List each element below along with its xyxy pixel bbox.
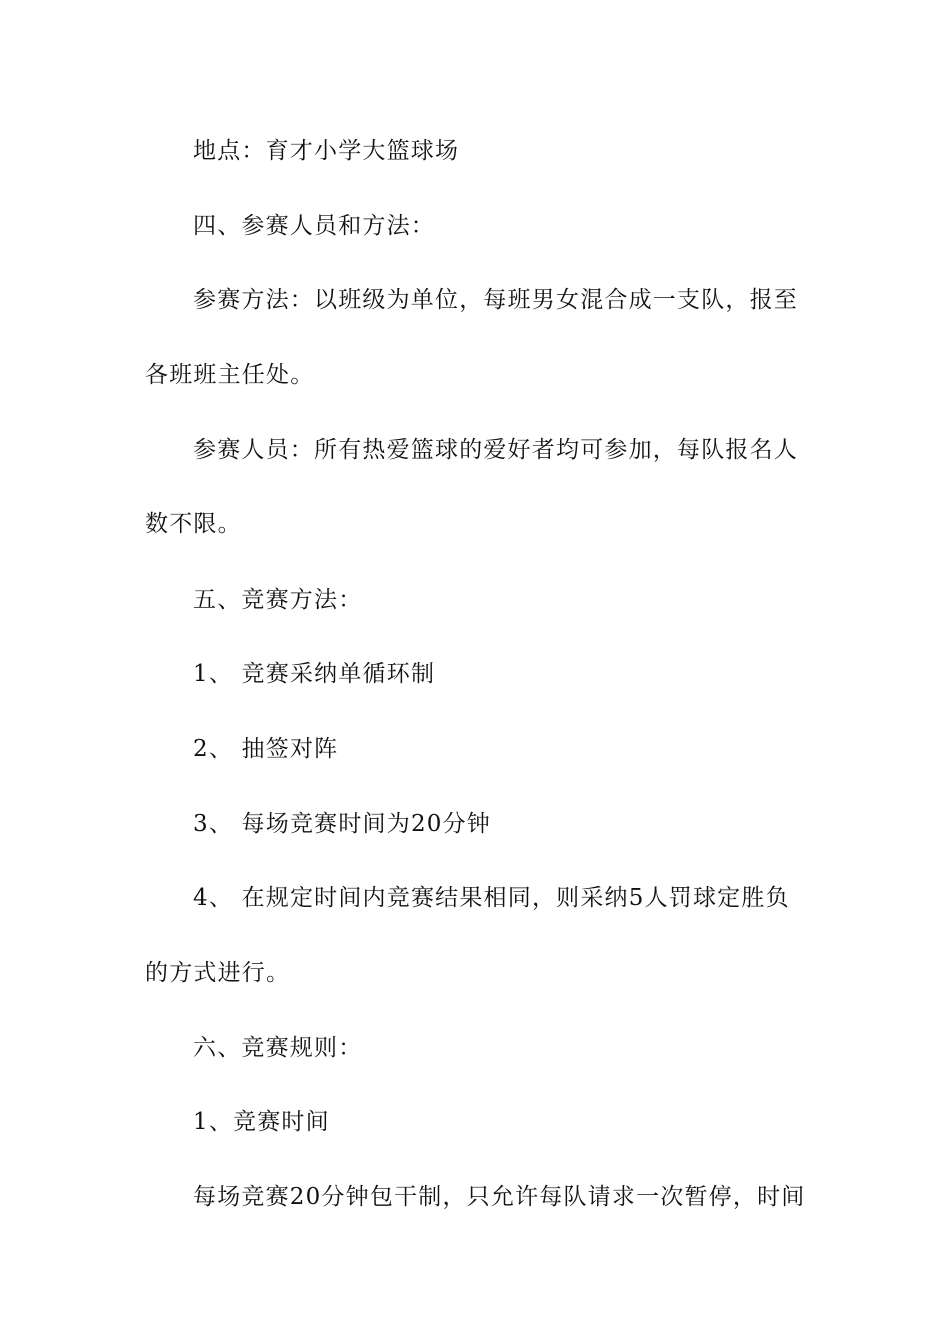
participants-line-2: 数不限。 <box>145 511 242 537</box>
method-item-4-line-2: 的方式进行。 <box>145 960 291 986</box>
rules-item-1-heading: 1、竞赛时间 <box>193 1109 330 1135</box>
method-item-3: 3、 每场竞赛时间为20分钟 <box>193 811 492 837</box>
participation-method-line-1: 参赛方法：以班级为单位，每班男女混合成一支队，报至 <box>193 287 798 313</box>
section-six-heading: 六、竞赛规则： <box>193 1035 363 1061</box>
match-time-paragraph-line-1: 每场竞赛20分钟包干制，只允许每队请求一次暂停，时间 <box>193 1184 806 1210</box>
participants-line-1: 参赛人员：所有热爱篮球的爱好者均可参加，每队报名人 <box>193 437 798 463</box>
location-line: 地点：育才小学大篮球场 <box>193 138 460 164</box>
section-five-heading: 五、竞赛方法： <box>193 587 363 613</box>
method-item-1: 1、 竞赛采纳单循环制 <box>193 661 436 687</box>
method-item-2: 2、 抽签对阵 <box>193 736 339 762</box>
section-four-heading: 四、参赛人员和方法： <box>193 213 435 239</box>
method-item-4-line-1: 4、 在规定时间内竞赛结果相同，则采纳5人罚球定胜负 <box>193 885 790 911</box>
participation-method-line-2: 各班班主任处。 <box>145 362 315 388</box>
